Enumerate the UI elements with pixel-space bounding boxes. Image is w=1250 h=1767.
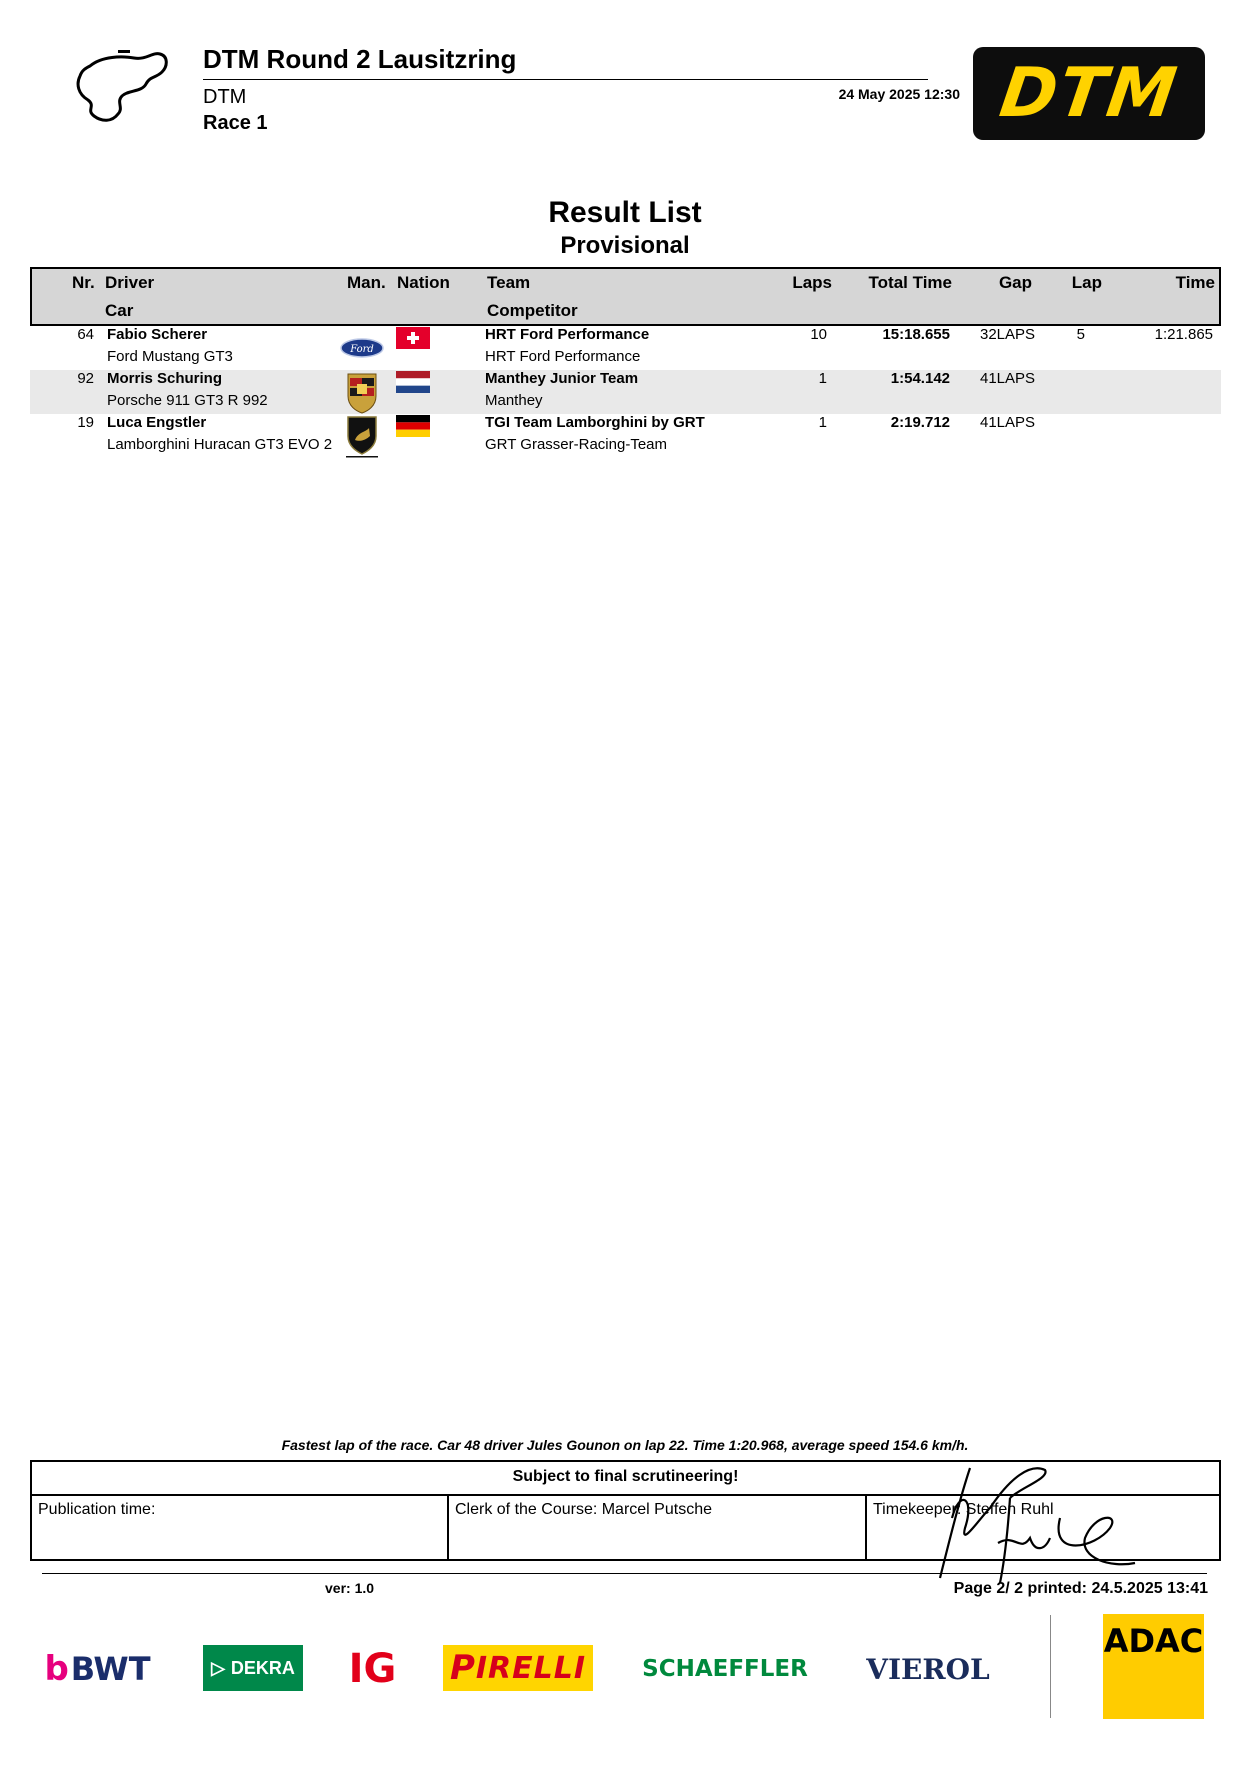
- total-time: 1:54.142: [890, 370, 950, 387]
- header-lap: Lap: [1071, 273, 1102, 292]
- header-total-time: Total Time: [868, 273, 952, 292]
- document-status: Provisional: [560, 232, 690, 259]
- porsche-crest-icon: [340, 370, 384, 414]
- laps-completed: 10: [810, 326, 827, 343]
- team-name: TGI Team Lamborghini by GRT: [485, 414, 705, 431]
- competitor-name: HRT Ford Performance: [485, 348, 641, 365]
- header-driver: Driver: [105, 273, 155, 292]
- ford-logo-icon: [340, 326, 384, 370]
- page-info: Page 2/ 2 printed: 24.5.2025 13:41: [953, 1580, 1208, 1597]
- total-time: 2:19.712: [890, 414, 950, 431]
- sponsor-pirelli-logo: P IRELLI: [443, 1645, 593, 1691]
- sponsor-pirelli-text: IRELLI: [475, 1650, 587, 1686]
- header-laps: Laps: [792, 273, 832, 292]
- sponsor-adac-logo: ADAC: [1103, 1614, 1204, 1719]
- handwritten-signature: [920, 1458, 1140, 1583]
- car-number: 19: [77, 414, 94, 431]
- scrutineering-note: Subject to final scrutineering!: [512, 1468, 739, 1485]
- sponsor-bwt-text: BWT: [70, 1650, 151, 1688]
- sponsor-dekra-logo: ▷ DEKRA: [203, 1645, 303, 1691]
- clerk-of-course: Clerk of the Course: Marcel Putsche: [455, 1501, 712, 1518]
- driver-name: Morris Schuring: [107, 370, 223, 387]
- header-nation: Nation: [397, 273, 450, 292]
- best-lap-number: 5: [1076, 326, 1085, 343]
- session-name: Race 1: [203, 112, 268, 134]
- laps-completed: 1: [818, 414, 827, 431]
- best-lap-time: 1:21.865: [1154, 326, 1213, 343]
- gap: 41LAPS: [980, 414, 1036, 431]
- gap: 32LAPS: [980, 326, 1036, 343]
- car-model: Lamborghini Huracan GT3 EVO 2: [107, 436, 333, 453]
- publication-time: Publication time:: [38, 1501, 156, 1518]
- table-row: [30, 414, 1221, 458]
- dtm-logo: [973, 47, 1205, 140]
- driver-name: Fabio Scherer: [107, 326, 208, 343]
- header-gap: Gap: [998, 273, 1032, 292]
- total-time: 15:18.655: [882, 326, 950, 343]
- header-car: Car: [105, 301, 134, 320]
- header-time: Time: [1175, 273, 1215, 292]
- switzerland-flag-icon: [396, 327, 430, 349]
- car-number: 92: [77, 370, 94, 387]
- event-title: DTM Round 2 Lausitzring: [203, 44, 517, 74]
- header-competitor: Competitor: [487, 301, 578, 320]
- timekeeper: Timekeeper: Steffen Ruhl: [873, 1501, 1054, 1518]
- version-label: ver: 1.0: [325, 1580, 375, 1596]
- document-title: Result List: [548, 196, 702, 229]
- sponsor-schaeffler-logo: SCHAEFFLER: [642, 1656, 808, 1682]
- table-row: [30, 326, 1221, 370]
- header-nr: Nr.: [72, 273, 95, 292]
- sponsor-bwt-logo: b BWT: [44, 1649, 151, 1689]
- sponsor-divider: [1050, 1615, 1051, 1718]
- car-number: 64: [77, 326, 94, 343]
- svg-text:Ford: Ford: [350, 344, 374, 355]
- netherlands-flag-icon: [396, 371, 430, 393]
- gap: 41LAPS: [980, 370, 1036, 387]
- header-manufacturer: Man.: [347, 273, 386, 292]
- series-name: DTM: [203, 86, 247, 108]
- track-map-icon: [72, 46, 182, 132]
- header-team: Team: [487, 273, 531, 292]
- car-model: Ford Mustang GT3: [107, 348, 233, 365]
- lamborghini-shield-icon: [340, 414, 384, 458]
- table-row: [30, 370, 1221, 414]
- team-name: HRT Ford Performance: [485, 326, 650, 343]
- team-name: Manthey Junior Team: [485, 370, 639, 387]
- footer-rule: [42, 1573, 1207, 1574]
- germany-flag-icon: [396, 415, 430, 437]
- results-table-header: [30, 267, 1221, 326]
- fastest-lap-note: Fastest lap of the race. Car 48 driver Jules Gounon on lap 22. Time 1:20.968, average speed 154.6 km/h.: [281, 1437, 969, 1453]
- session-date: 24 May 2025 12:30: [838, 86, 960, 102]
- laps-completed: 1: [818, 370, 827, 387]
- title-rule: [203, 79, 928, 80]
- sponsor-vierol-logo: VIEROL: [866, 1652, 990, 1686]
- car-model: Porsche 911 GT3 R 992: [107, 392, 268, 409]
- sponsor-dekra-text: DEKRA: [230, 1657, 295, 1678]
- sponsor-ig-logo: IG: [348, 1646, 397, 1692]
- driver-name: Luca Engstler: [107, 414, 207, 431]
- dtm-logo-text: DTM: [995, 54, 1183, 133]
- competitor-name: GRT Grasser-Racing-Team: [485, 436, 667, 453]
- competitor-name: Manthey: [485, 392, 543, 409]
